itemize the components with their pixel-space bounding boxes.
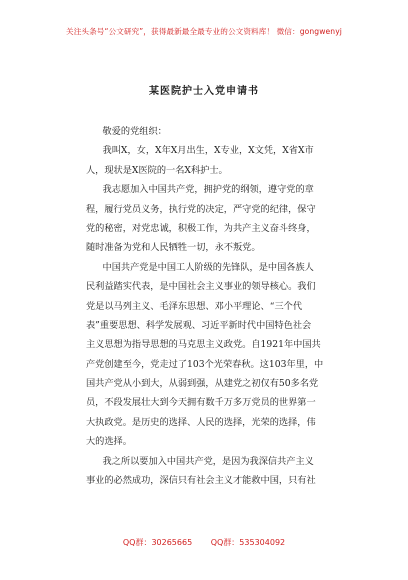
paragraph-1-line-2: 人，现状是X医院的一名X科护士。 [86, 164, 228, 176]
salutation: 敬爱的党组织： [102, 126, 167, 137]
paragraph-4-line-2: 事业的必然成功，深信只有社会主义才能救中国，只有社 [86, 475, 316, 487]
paragraph-2-line-4: 随时准备为党和人民牺牲一切，永不叛党。 [86, 242, 261, 254]
paragraph-4-line-1: 我之所以要加入中国共产党，是因为我深信共产主义 [102, 455, 314, 467]
footer-qq-group-2: QQ群：535304092 [210, 538, 286, 547]
paragraph-3-line-2: 民利益踏实代表，是中国社会主义事业的领导核心。我们 [86, 281, 316, 293]
top-banner: 关注头条号“公文研究”，获得最新最全最专业的公文资料库！ 微信：gongwenyj [66, 27, 342, 36]
paragraph-2-line-3: 党的秘密，对党忠诚，积极工作，为共产主义奋斗终身， [86, 222, 316, 234]
paragraph-3-line-8: 员，不段发展壮大到今天拥有数千万多万党员的世界第一 [86, 397, 316, 409]
paragraph-3-line-10: 大的选择。 [86, 436, 132, 448]
document-title: 某医院护士入党申请书 [149, 86, 259, 97]
footer [0, 537, 408, 548]
paragraph-3-line-9: 大执政党。是历史的选择、人民的选择，光荣的选择，伟 [86, 416, 316, 428]
paragraph-3-line-3: 党是以马列主义、毛泽东思想、邓小平理论、“三个代 [86, 300, 303, 312]
paragraph-1-line-1: 我叫X，女，X年X月出生，X专业，X文凭，X省X市 [102, 145, 314, 157]
paragraph-container [86, 141, 356, 490]
paragraph-3-line-5: 主义思想为指导思想的马克思主义政党。自1921年中国共 [86, 339, 321, 351]
paragraph-3-line-1: 中国共产党是中国工人阶级的先锋队，是中国各族人 [102, 261, 314, 273]
paragraph-2-line-1: 我志愿加入中国共产党，拥护党的纲领，遵守党的章 [102, 184, 314, 196]
paragraph-3-line-7: 国共产党从小到大，从弱到强，从建党之初仅有50多名党 [86, 378, 319, 390]
footer-qq-group-1: QQ群：30265665 [122, 538, 193, 547]
paragraph-2-line-2: 程，履行党员义务，执行党的决定，严守党的纪律，保守 [86, 203, 316, 215]
document-body [86, 122, 356, 490]
paragraph-3-line-6: 产党创建至今，党走过了103个光荣春秋。这103年里，中 [86, 358, 324, 370]
paragraph-3-line-4: 表”重要思想、科学发展观、习近平新时代中国特色社会 [86, 319, 312, 331]
